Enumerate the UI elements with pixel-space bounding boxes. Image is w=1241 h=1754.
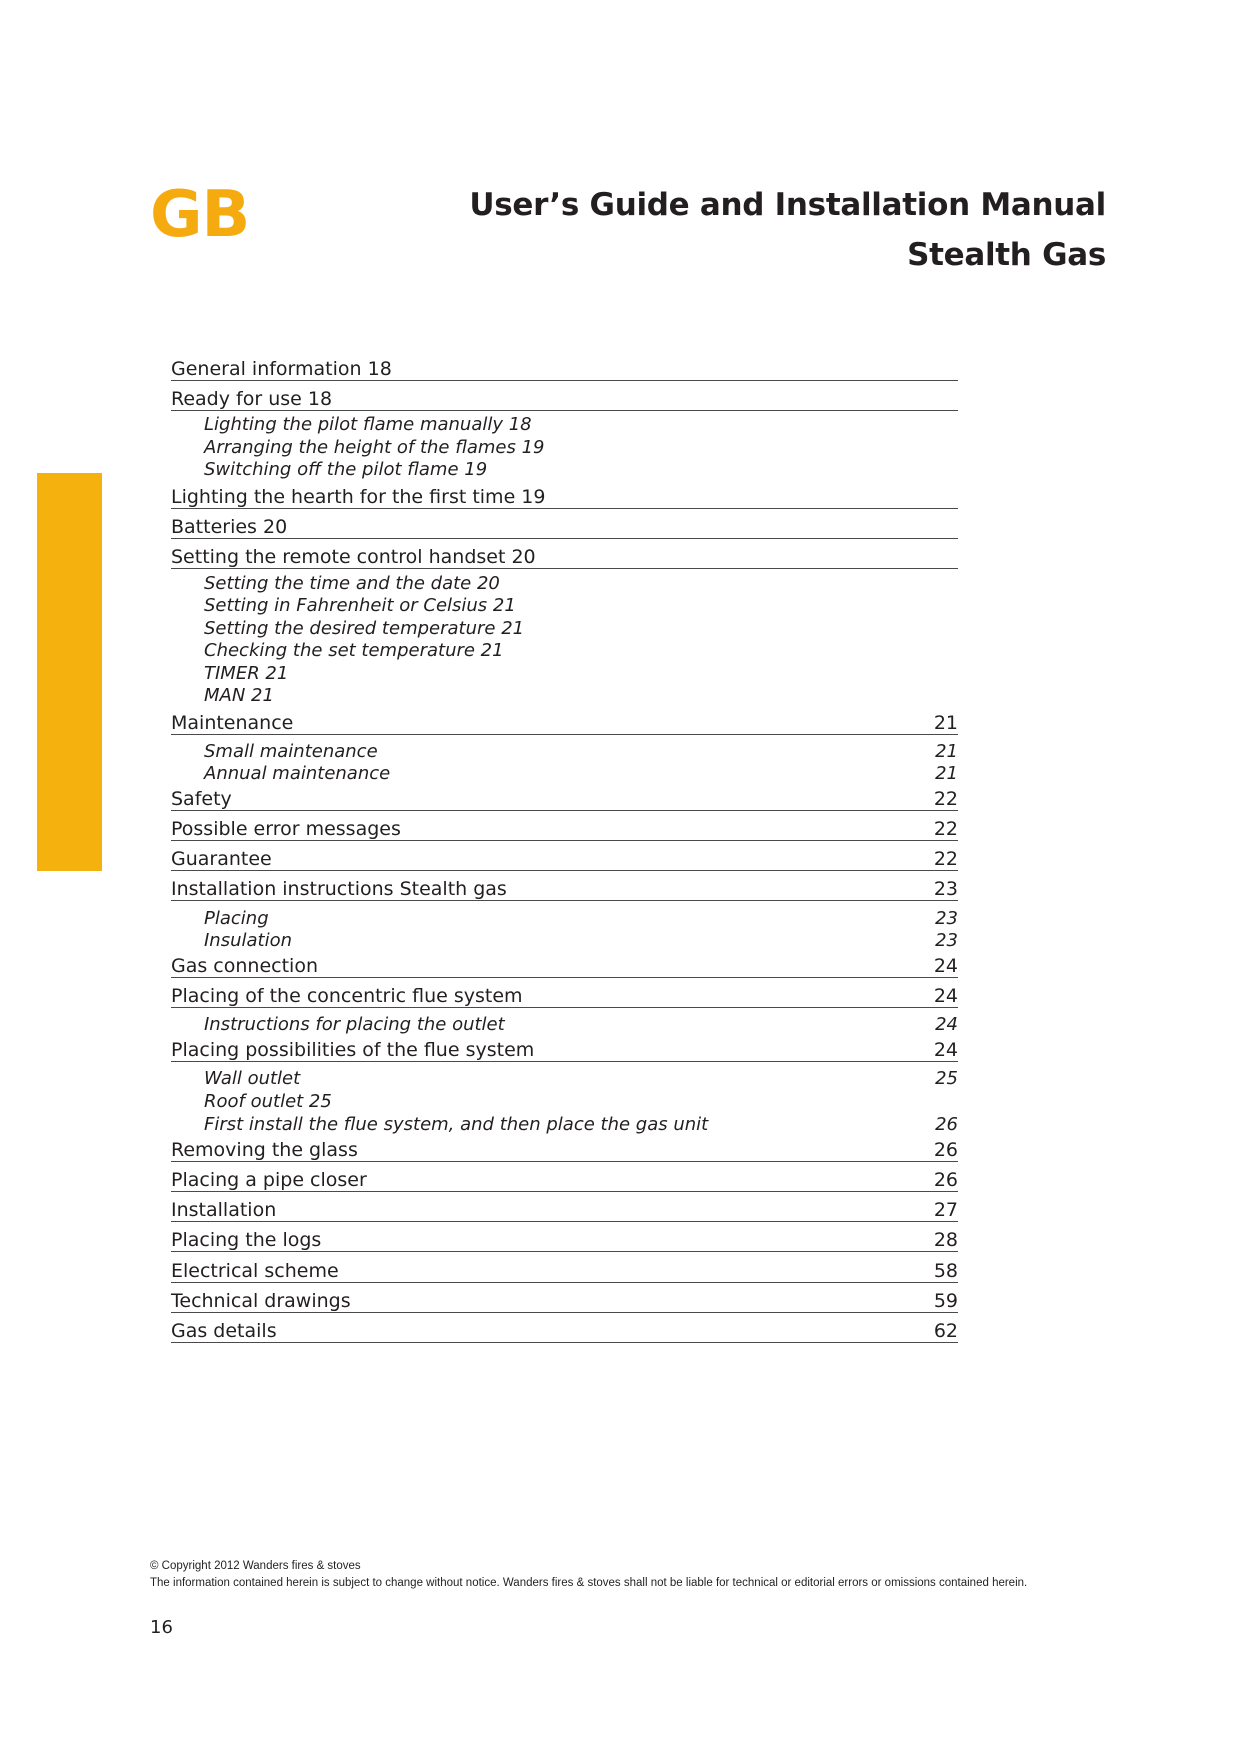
- toc-entry-label: Setting the desired temperature 21: [204, 618, 525, 639]
- toc-subentry[interactable]: [171, 615, 958, 639]
- toc-subentry[interactable]: [171, 682, 958, 706]
- toc-entry-label: Installation: [171, 1199, 277, 1221]
- toc-entry[interactable]: [171, 953, 958, 978]
- toc-entry[interactable]: [171, 386, 958, 411]
- toc-entry-label: Lighting the hearth for the first time 19: [171, 486, 546, 508]
- toc-entry-page: 24: [935, 1014, 958, 1035]
- toc-entry-page: 23: [935, 908, 958, 929]
- toc-entry-label: Roof outlet 25: [204, 1091, 332, 1112]
- toc-entry-label: Wall outlet: [204, 1068, 301, 1089]
- toc-entry-label: Placing: [204, 908, 269, 929]
- toc-entry-label: Placing a pipe closer: [171, 1169, 367, 1191]
- toc-subentry[interactable]: [171, 570, 958, 594]
- toc-entry-label: Placing possibilities of the flue system: [171, 1039, 535, 1061]
- toc-entry[interactable]: [171, 983, 958, 1008]
- side-accent-bar: [37, 473, 102, 871]
- toc-entry[interactable]: [171, 1167, 958, 1192]
- toc-entry[interactable]: [171, 544, 958, 569]
- toc-entry-label: Setting the remote control handset 20: [171, 546, 536, 568]
- toc-entry-page: 58: [933, 1260, 958, 1282]
- toc-entry[interactable]: [171, 1197, 958, 1222]
- toc-entry[interactable]: [171, 876, 958, 901]
- toc-entry-label: Setting the time and the date 20: [204, 573, 500, 594]
- toc-entry[interactable]: [171, 846, 958, 871]
- toc-entry-page: 28: [933, 1229, 958, 1251]
- toc-entry-page: 26: [933, 1139, 958, 1161]
- toc-entry-page: 24: [933, 955, 958, 977]
- toc-entry-label: Lighting the pilot flame manually 18: [204, 414, 532, 435]
- toc-entry-label: General information 18: [171, 358, 392, 380]
- toc-entry-label: Technical drawings: [171, 1290, 351, 1312]
- toc-entry-page: 62: [933, 1320, 958, 1342]
- toc-entry[interactable]: [171, 1137, 958, 1162]
- toc-subentry[interactable]: [171, 456, 958, 480]
- toc-subentry[interactable]: [171, 434, 958, 458]
- footer: [150, 1558, 1027, 1592]
- toc-entry[interactable]: [171, 786, 958, 811]
- toc-entry-page: 27: [933, 1199, 958, 1221]
- toc-entry-label: Placing of the concentric flue system: [171, 985, 523, 1007]
- toc-entry-page: 59: [933, 1290, 958, 1312]
- toc-entry-label: MAN 21: [204, 685, 274, 706]
- toc-entry-page: 21: [935, 741, 958, 762]
- toc-entry-page: 22: [933, 848, 958, 870]
- toc-entry-label: Possible error messages: [171, 818, 401, 840]
- toc-entry-label: Guarantee: [171, 848, 272, 870]
- toc-entry-label: Setting in Fahrenheit or Celsius 21: [204, 595, 516, 616]
- toc-entry-label: Electrical scheme: [171, 1260, 339, 1282]
- toc-entry-label: Removing the glass: [171, 1139, 358, 1161]
- toc-entry-page: 21: [935, 763, 958, 784]
- toc-entry[interactable]: [171, 816, 958, 841]
- toc-subentry[interactable]: [171, 637, 958, 661]
- toc-entry-page: 24: [933, 985, 958, 1007]
- toc-entry-page: 25: [935, 1068, 958, 1089]
- toc-entry-label: Insulation: [204, 930, 293, 951]
- toc-entry-page: 26: [933, 1169, 958, 1191]
- toc-entry-page: 22: [933, 788, 958, 810]
- toc-entry-label: Instructions for placing the outlet: [204, 1014, 505, 1035]
- toc-subentry[interactable]: [171, 905, 958, 929]
- toc-entry-label: Ready for use 18: [171, 388, 333, 410]
- toc-entry-page: 21: [933, 712, 958, 734]
- toc-entry-label: Checking the set temperature 21: [204, 640, 504, 661]
- toc-entry-label: Gas details: [171, 1320, 277, 1342]
- toc-entry-page: 23: [933, 878, 958, 900]
- toc-subentry[interactable]: [171, 411, 958, 435]
- toc-subentry[interactable]: [171, 927, 958, 951]
- toc-subentry[interactable]: [171, 660, 958, 684]
- document-title: [469, 180, 1106, 280]
- toc-entry-label: Annual maintenance: [204, 763, 391, 784]
- toc-entry-label: Arranging the height of the flames 19: [204, 437, 545, 458]
- toc-subentry[interactable]: [171, 1088, 958, 1112]
- toc-entry[interactable]: [171, 1258, 958, 1283]
- toc-entry-label: Gas connection: [171, 955, 318, 977]
- title-line-1: User’s Guide and Installation Manual: [469, 187, 1106, 223]
- toc-entry[interactable]: [171, 1037, 958, 1062]
- toc-entry[interactable]: [171, 1288, 958, 1313]
- toc-entry[interactable]: [171, 484, 958, 509]
- toc-entry-label: Installation instructions Stealth gas: [171, 878, 507, 900]
- title-line-2: Stealth Gas: [907, 237, 1106, 273]
- language-code: GB: [150, 178, 250, 252]
- toc-entry-page: 24: [933, 1039, 958, 1061]
- toc-entry-page: 23: [935, 930, 958, 951]
- toc-entry-label: First install the flue system, and then place the gas unit: [204, 1114, 709, 1135]
- toc-entry-page: 22: [933, 818, 958, 840]
- toc-entry-label: Switching off the pilot flame 19: [204, 459, 488, 480]
- toc-entry-page: 26: [935, 1114, 958, 1135]
- toc-entry[interactable]: [171, 356, 958, 381]
- toc-entry-label: Placing the logs: [171, 1229, 322, 1251]
- copyright-text: © Copyright 2012 Wanders fires & stoves: [150, 1560, 361, 1572]
- toc-entry[interactable]: [171, 1318, 958, 1343]
- toc-subentry[interactable]: [171, 738, 958, 762]
- toc-subentry[interactable]: [171, 1111, 958, 1135]
- toc-entry-label: Batteries 20: [171, 516, 288, 538]
- toc-subentry[interactable]: [171, 1011, 958, 1035]
- toc-entry[interactable]: [171, 1227, 958, 1252]
- toc-entry-label: TIMER 21: [204, 663, 289, 684]
- toc-entry[interactable]: [171, 514, 958, 539]
- toc-subentry[interactable]: [171, 1065, 958, 1089]
- toc-entry-label: Maintenance: [171, 712, 294, 734]
- toc-entry-label: Small maintenance: [204, 741, 378, 762]
- disclaimer-text: The information contained herein is subject to change without notice. Wanders fires & stoves shall not be liable for technical or editorial errors or omissions contained herein.: [150, 1577, 1028, 1589]
- toc-subentry[interactable]: [171, 592, 958, 616]
- toc-entry[interactable]: [171, 710, 958, 735]
- toc-entry-label: Safety: [171, 788, 232, 810]
- page-number: 16: [150, 1617, 173, 1638]
- toc-subentry[interactable]: [171, 760, 958, 784]
